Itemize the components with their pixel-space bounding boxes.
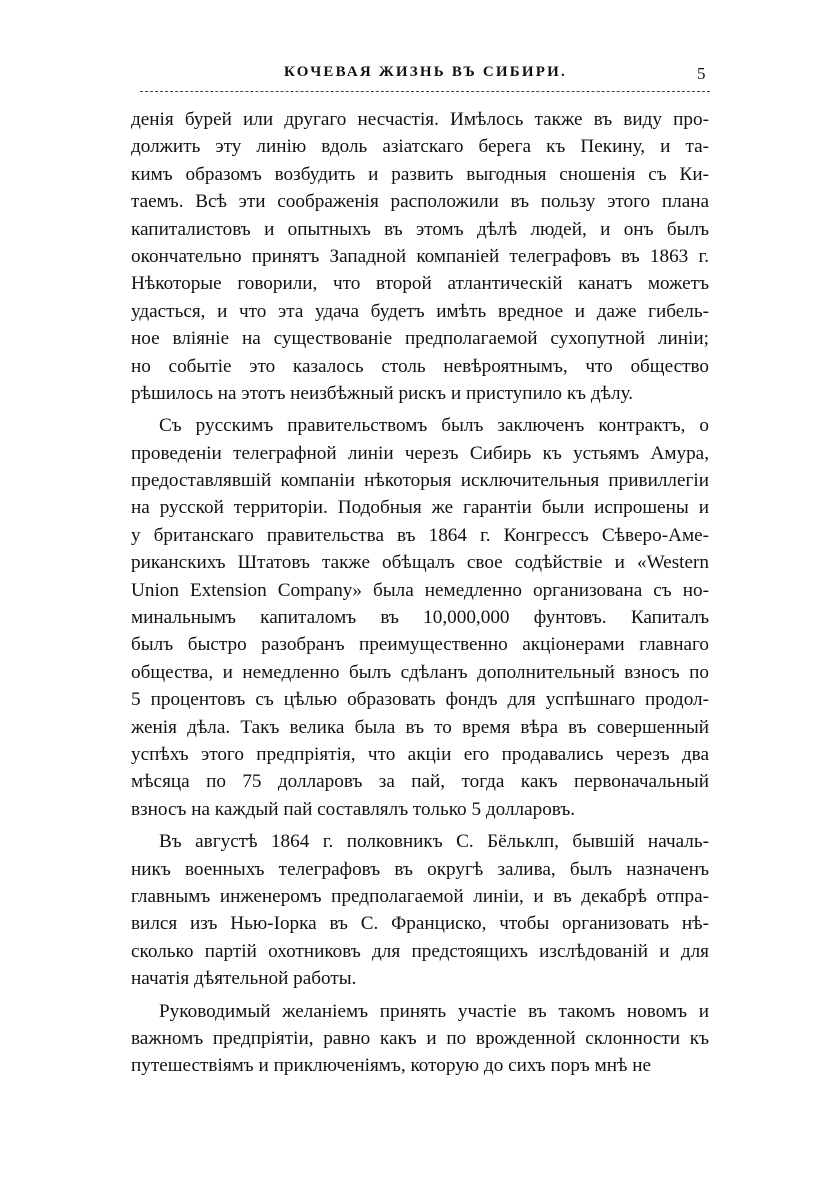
text-line: на русской территоріи. Подобныя же гарантіи были испрошены и: [131, 497, 709, 519]
text-line: Union Extension Company» была немедленно организована съ но-: [131, 579, 709, 601]
text-line: таемъ. Всѣ эти соображенія расположили въ пользу этого плана: [131, 191, 709, 213]
text-line: рѣшилось на этотъ неизбѣжный рискъ и приступило къ дѣлу.: [131, 382, 634, 404]
text-line: удасться, и что эта удача будетъ имѣть вредное и даже гибель-: [131, 300, 709, 322]
paragraph: [131, 998, 709, 1080]
text-line: но событіе это казалось столь невѣроятнымъ, что общество: [131, 355, 709, 377]
text-line: общества, и немедленно былъ сдѣланъ дополнительный взносъ по: [131, 661, 709, 683]
text-line: окончательно принятъ Западной компаніей телеграфовъ въ 1863 г.: [131, 245, 709, 267]
text-line: должить эту линію вдоль азіатскаго берега къ Пекину, и та-: [131, 136, 709, 158]
text-line: проведеніи телеграфной линіи черезъ Сибирь къ устьямъ Амура,: [131, 442, 709, 464]
paragraph: [131, 828, 709, 992]
text-line: женія дѣла. Такъ велика была въ то время вѣра въ совершенный: [131, 716, 709, 738]
text-line: сколько партій охотниковъ для предстоящихъ изслѣдованій и для: [131, 940, 709, 962]
text-line: Нѣкоторые говорили, что второй атлантическій канатъ можетъ: [131, 273, 709, 295]
text-line: 5 процентовъ съ цѣлью образовать фондъ для успѣшнаго продол-: [131, 689, 709, 711]
text-line: успѣхъ этого предпріятія, что акціи его продавались черезъ два: [131, 743, 709, 765]
text-line: мѣсяца по 75 долларовъ за пай, тогда какъ первоначальный: [131, 771, 709, 793]
body-text: [131, 106, 709, 1080]
text-line: риканскихъ Штатовъ также обѣщалъ свое содѣйствіе и «Western: [131, 552, 709, 574]
text-line: никъ военныхъ телеграфовъ въ округѣ залива, былъ назначенъ: [131, 858, 709, 880]
text-line: минальнымъ капиталомъ въ 10,000,000 фунтовъ. Капиталъ: [131, 607, 709, 629]
header-rule: [140, 91, 710, 92]
text-line: кимъ образомъ возбудить и развить выгодныя сношенія съ Ки-: [131, 163, 709, 185]
running-head: [0, 64, 840, 88]
paragraph: [131, 412, 709, 823]
running-head-title: КОЧЕВАЯ ЖИЗНЬ ВЪ СИБИРИ.: [284, 64, 567, 80]
text-line: начатія дѣятельной работы.: [131, 968, 357, 990]
text-line: Съ русскимъ правительствомъ былъ заключенъ контрактъ, о: [159, 415, 709, 437]
text-line: капиталистовъ и опытныхъ въ этомъ дѣлѣ людей, и онъ былъ: [131, 218, 709, 240]
text-line: ное вліяніе на существованіе предполагаемой сухопутной линіи;: [131, 328, 709, 350]
text-line: важномъ предпріятіи, равно какъ и по врожденной склонности къ: [131, 1027, 709, 1049]
page-number: 5: [697, 64, 706, 83]
text-line: денія бурей или другаго несчастія. Имѣлось также въ виду про-: [131, 109, 709, 130]
text-line: у британскаго правительства въ 1864 г. Конгрессъ Сѣверо-Аме-: [131, 524, 709, 546]
text-line: Руководимый желаніемъ принять участіе въ такомъ новомъ и: [159, 1000, 709, 1022]
text-line: предоставлявшій компаніи нѣкоторыя исключительныя привиллегіи: [131, 470, 709, 492]
text-line: путешествіямъ и приключеніямъ, которую до сихъ поръ мнѣ не: [131, 1055, 652, 1077]
text-line: Въ августѣ 1864 г. полковникъ С. Бёльклп, бывшій началь-: [159, 831, 709, 853]
paragraph: [131, 106, 709, 407]
text-line: былъ быстро разобранъ преимущественно акціонерами главнаго: [131, 634, 709, 656]
text-line: главнымъ инженеромъ предполагаемой линіи, и въ декабрѣ отпра-: [131, 885, 709, 907]
text-line: взносъ на каждый пай составлялъ только 5 долларовъ.: [131, 798, 576, 820]
text-line: вился изъ Нью-Іорка въ С. Франциско, чтобы организовать нѣ-: [131, 913, 709, 935]
